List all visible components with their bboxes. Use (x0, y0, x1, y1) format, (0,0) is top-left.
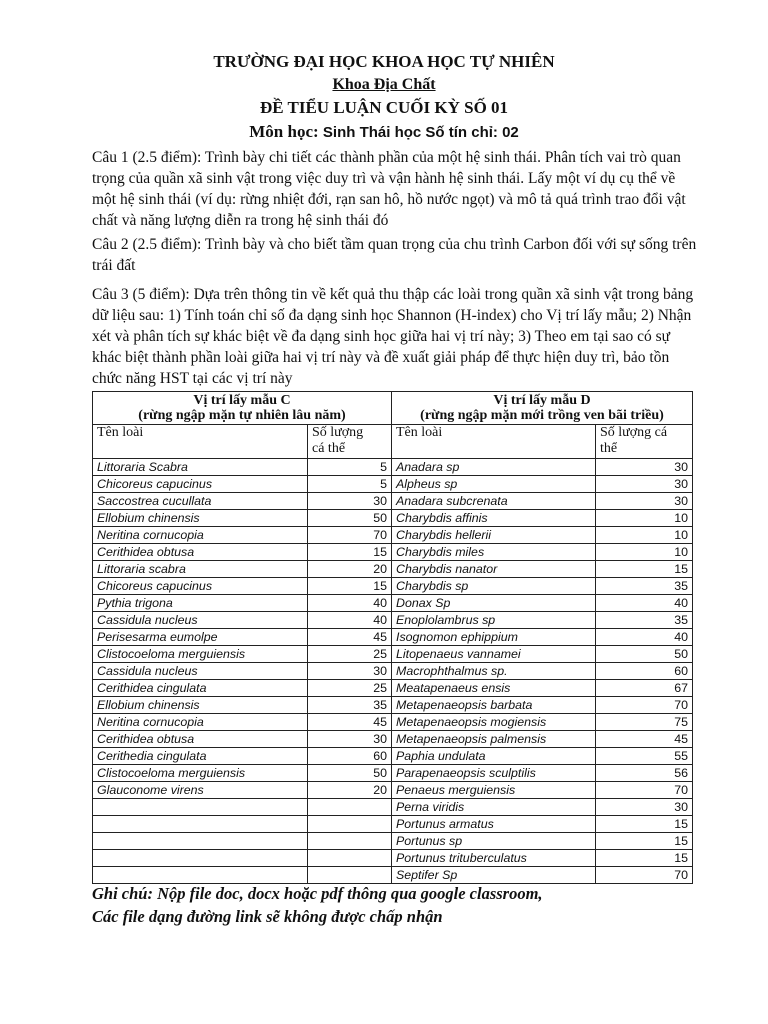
table-row (93, 799, 693, 816)
table-row (93, 578, 693, 595)
species-count-d: 15 (596, 850, 693, 867)
species-count-d: 35 (596, 578, 693, 595)
species-name-c: Pythia trigona (93, 595, 308, 612)
species-count-c: 45 (308, 629, 392, 646)
species-count-c: 35 (308, 697, 392, 714)
species-count-d: 10 (596, 527, 693, 544)
species-count-c: 20 (308, 782, 392, 799)
species-name-c: Littoraria scabra (93, 561, 308, 578)
table-row (93, 680, 693, 697)
species-name-d: Metapenaeopsis mogiensis (392, 714, 596, 731)
species-count-c (308, 799, 392, 816)
table-row (93, 663, 693, 680)
species-name-d: Charybdis miles (392, 544, 596, 561)
species-name-d: Perna viridis (392, 799, 596, 816)
species-name-d: Metapenaeopsis barbata (392, 697, 596, 714)
species-count-c: 20 (308, 561, 392, 578)
species-data-table (92, 391, 693, 884)
column-header-row (93, 425, 693, 459)
subject-label: Môn học: (249, 122, 319, 141)
species-count-c (308, 816, 392, 833)
species-count-d: 35 (596, 612, 693, 629)
species-name-c: Neritina cornucopia (93, 527, 308, 544)
species-count-d: 70 (596, 697, 693, 714)
table-row (93, 561, 693, 578)
site-c-title: Vị trí lấy mẫu C (193, 393, 291, 408)
count-column-header-c (308, 425, 392, 459)
species-count-d: 40 (596, 595, 693, 612)
species-name-d: Charybdis affinis (392, 510, 596, 527)
species-count-c: 50 (308, 765, 392, 782)
table-row (93, 459, 693, 476)
species-name-c: Cerithedia cingulata (93, 748, 308, 765)
species-count-c: 30 (308, 493, 392, 510)
table-row (93, 510, 693, 527)
site-c-subtitle: (rừng ngập mặn tự nhiên lâu năm) (138, 408, 346, 423)
species-count-d: 60 (596, 663, 693, 680)
table-row (93, 816, 693, 833)
site-d-title: Vị trí lấy mẫu D (493, 393, 591, 408)
site-c-header (93, 392, 392, 425)
species-count-d: 30 (596, 799, 693, 816)
species-name-c (93, 867, 308, 884)
species-count-c: 40 (308, 595, 392, 612)
species-name-c: Perisesarma eumolpe (93, 629, 308, 646)
count-column-header-d (596, 425, 693, 459)
question-2: Câu 2 (2.5 điểm): Trình bày và cho biết tầm quan trọng của chu trình Carbon đối với sự sống trên trái đất (92, 236, 697, 274)
table-row (93, 493, 693, 510)
count-header-c-line2: cá thể (312, 441, 346, 456)
species-name-c: Chicoreus capucinus (93, 578, 308, 595)
table-row (93, 714, 693, 731)
species-count-d: 30 (596, 459, 693, 476)
species-name-d: Litopenaeus vannamei (392, 646, 596, 663)
species-name-c: Saccostrea cucullata (93, 493, 308, 510)
table-row (93, 595, 693, 612)
species-name-d: Anadara subcrenata (392, 493, 596, 510)
species-count-d: 45 (596, 731, 693, 748)
species-count-d: 56 (596, 765, 693, 782)
species-name-d: Charybdis sp (392, 578, 596, 595)
site-d-header (392, 392, 693, 425)
species-count-d: 30 (596, 493, 693, 510)
species-count-d: 67 (596, 680, 693, 697)
table-row (93, 850, 693, 867)
species-name-d: Penaeus merguiensis (392, 782, 596, 799)
table-row (93, 527, 693, 544)
species-name-d: Paphia undulata (392, 748, 596, 765)
species-count-c: 30 (308, 731, 392, 748)
subject-detail: Sinh Thái học Số tín chỉ: 02 (322, 124, 519, 141)
species-name-c: Cassidula nucleus (93, 612, 308, 629)
species-count-d: 75 (596, 714, 693, 731)
species-name-c: Ellobium chinensis (93, 510, 308, 527)
species-name-c: Cerithidea obtusa (93, 544, 308, 561)
species-name-d: Meatapenaeus ensis (392, 680, 596, 697)
count-header-c-line1: Số lượng (312, 425, 364, 440)
species-name-d: Donax Sp (392, 595, 596, 612)
species-name-d: Septifer Sp (392, 867, 596, 884)
question-1: Câu 1 (2.5 điểm): Trình bày chi tiết các thành phần của một hệ sinh thái. Phân tích vai trò quan trọng của quần xã sinh vật trong việc duy trì và vận hành hệ sinh thái. Lấy một ví dụ cụ thể về một hệ sinh thái (ví dụ: rừng nhiệt đới, rạn san hô, hồ nước ngọt) và mô tả quá trình trao đổi vật chất và năng lượng diễn ra trong hệ sinh thái đó (92, 149, 686, 229)
species-name-c: Cerithidea obtusa (93, 731, 308, 748)
species-count-d: 10 (596, 510, 693, 527)
species-count-c: 45 (308, 714, 392, 731)
table-row (93, 646, 693, 663)
species-column-header-c: Tên loài (93, 425, 308, 459)
species-count-d: 70 (596, 782, 693, 799)
species-name-c: Clistocoeloma merguiensis (93, 765, 308, 782)
table-row (93, 544, 693, 561)
count-header-d-line2: thể (600, 441, 618, 456)
species-count-d: 55 (596, 748, 693, 765)
species-count-d: 70 (596, 867, 693, 884)
species-count-c: 60 (308, 748, 392, 765)
species-count-d: 15 (596, 833, 693, 850)
species-count-c: 5 (308, 476, 392, 493)
species-name-d: Portunus trituberculatus (392, 850, 596, 867)
species-name-c: Cerithidea cingulata (93, 680, 308, 697)
site-d-subtitle: (rừng ngập mặn mới trồng ven bãi triều) (420, 408, 664, 423)
species-name-c: Littoraria Scabra (93, 459, 308, 476)
species-count-d: 30 (596, 476, 693, 493)
species-name-d: Portunus sp (392, 833, 596, 850)
species-count-c (308, 833, 392, 850)
species-name-c: Cassidula nucleus (93, 663, 308, 680)
species-name-d: Parapenaeopsis sculptilis (392, 765, 596, 782)
table-row (93, 867, 693, 884)
species-name-d: Portunus armatus (392, 816, 596, 833)
submission-note: Ghi chú: Nộp file doc, docx hoặc pdf thông qua google classroom, (92, 884, 543, 903)
species-count-c: 25 (308, 646, 392, 663)
university-title: TRƯỜNG ĐẠI HỌC KHOA HỌC TỰ NHIÊN (213, 52, 555, 71)
species-count-d: 15 (596, 561, 693, 578)
species-count-d: 10 (596, 544, 693, 561)
table-row (93, 833, 693, 850)
species-name-d: Isognomon ephippium (392, 629, 596, 646)
species-name-c: Chicoreus capucinus (93, 476, 308, 493)
species-count-c: 70 (308, 527, 392, 544)
species-name-d: Metapenaeopsis palmensis (392, 731, 596, 748)
species-name-d: Charybdis hellerii (392, 527, 596, 544)
table-row (93, 748, 693, 765)
table-row (93, 697, 693, 714)
table-row (93, 476, 693, 493)
species-count-c: 30 (308, 663, 392, 680)
species-name-d: Alpheus sp (392, 476, 596, 493)
species-count-d: 50 (596, 646, 693, 663)
table-row (93, 612, 693, 629)
species-name-c: Neritina cornucopia (93, 714, 308, 731)
table-row (93, 629, 693, 646)
table-row (93, 731, 693, 748)
species-name-c: Glauconome virens (93, 782, 308, 799)
table-row (93, 782, 693, 799)
species-name-d: Anadara sp (392, 459, 596, 476)
species-name-d: Enoplolambrus sp (392, 612, 596, 629)
count-header-d-line1: Số lượng cá (600, 425, 668, 440)
species-count-c: 50 (308, 510, 392, 527)
faculty-title: Khoa Địa Chất (332, 76, 436, 93)
species-name-c (93, 816, 308, 833)
species-count-d: 15 (596, 816, 693, 833)
species-count-c (308, 850, 392, 867)
subject-line (0, 122, 768, 142)
species-name-d: Macrophthalmus sp. (392, 663, 596, 680)
species-count-c: 5 (308, 459, 392, 476)
table-body (93, 459, 693, 884)
species-name-c: Clistocoeloma merguiensis (93, 646, 308, 663)
link-warning-note: Các file dạng đường link sẽ không được chấp nhận (92, 907, 443, 926)
site-header-row (93, 392, 693, 425)
question-3: Câu 3 (5 điểm): Dựa trên thông tin về kết quả thu thập các loài trong quần xã sinh vật trong bảng dữ liệu sau: 1) Tính toán chỉ số đa dạng sinh học Shannon (H-index) cho Vị trí lấy mẫu; 2) Nhận xét và phân tích sự khác biệt về đa dạng sinh học giữa hai vị trí này; 3) Theo em tại sao có sự khác biệt thành phần loài giữa hai vị trí này và đề xuất giải pháp để thực hiện duy trì, bảo tồn chức năng HST tại các vị trí này (92, 286, 694, 387)
table-row (93, 765, 693, 782)
species-name-c (93, 833, 308, 850)
species-count-c: 25 (308, 680, 392, 697)
species-column-header-d: Tên loài (392, 425, 596, 459)
exam-title: ĐỀ TIỂU LUẬN CUỐI KỲ SỐ 01 (259, 98, 509, 117)
species-name-d: Charybdis nanator (392, 561, 596, 578)
species-count-d: 40 (596, 629, 693, 646)
species-count-c: 40 (308, 612, 392, 629)
species-name-c (93, 850, 308, 867)
species-count-c (308, 867, 392, 884)
species-name-c (93, 799, 308, 816)
species-name-c: Ellobium chinensis (93, 697, 308, 714)
species-count-c: 15 (308, 578, 392, 595)
species-count-c: 15 (308, 544, 392, 561)
